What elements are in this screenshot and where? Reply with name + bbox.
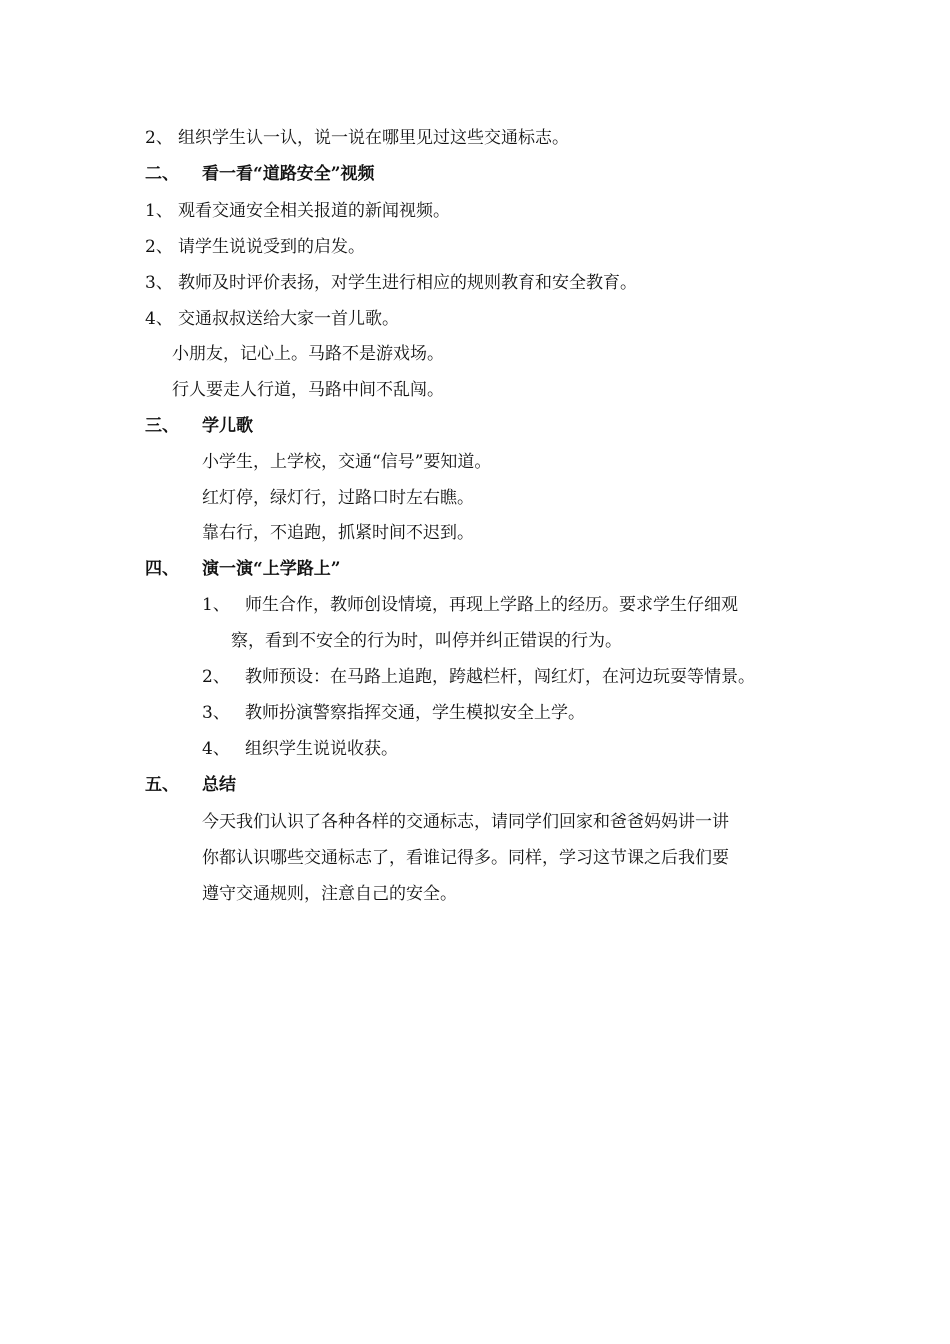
item-text-continued: 察，看到不安全的行为时，叫停并纠正错误的行为。 — [231, 631, 622, 651]
item-text: 教师扮演警察指挥交通，学生模拟安全上学。 — [245, 703, 585, 723]
item-text: 请学生说说受到的启发。 — [178, 237, 365, 257]
summary-paragraph-line: 今天我们认识了各种各样的交通标志，请同学们回家和爸爸妈妈讲一讲 — [202, 812, 729, 832]
rhyme-line: 靠右行，不追跑，抓紧时间不迟到。 — [202, 523, 474, 543]
summary-paragraph-line: 遵守交通规则，注意自己的安全。 — [202, 884, 457, 904]
rhyme-line: 红灯停，绿灯行，过路口时左右瞧。 — [202, 488, 474, 508]
section-title: 总结 — [202, 775, 236, 795]
item-text: 教师及时评价表扬，对学生进行相应的规则教育和安全教育。 — [178, 273, 637, 293]
item-number: 2、 — [145, 128, 173, 148]
item-number: 3、 — [145, 273, 173, 293]
rhyme-line: 小朋友，记心上。马路不是游戏场。 — [172, 344, 444, 364]
item-number: 1、 — [202, 595, 230, 615]
item-text: 交通叔叔送给大家一首儿歌。 — [178, 309, 399, 329]
section-title: 学儿歌 — [202, 416, 253, 436]
item-text: 观看交通安全相关报道的新闻视频。 — [178, 201, 450, 221]
section-title: 演一演“上学路上” — [202, 559, 341, 579]
summary-paragraph-line: 你都认识哪些交通标志了，看谁记得多。同样，学习这节课之后我们要 — [202, 848, 729, 868]
item-text: 师生合作，教师创设情境，再现上学路上的经历。要求学生仔细观 — [245, 595, 738, 615]
item-number: 3、 — [202, 703, 230, 723]
item-number: 2、 — [145, 237, 173, 257]
item-text: 组织学生说说收获。 — [245, 739, 398, 759]
section-number: 三、 — [145, 416, 179, 436]
item-number: 4、 — [202, 739, 230, 759]
rhyme-line: 行人要走人行道，马路中间不乱闯。 — [172, 380, 444, 400]
section-title: 看一看“道路安全”视频 — [202, 164, 375, 184]
item-number: 4、 — [145, 309, 173, 329]
item-text: 组织学生认一认，说一说在哪里见过这些交通标志。 — [178, 128, 569, 148]
rhyme-line: 小学生，上学校，交通“信号”要知道。 — [202, 452, 492, 472]
section-number: 四、 — [145, 559, 179, 579]
section-number: 二、 — [145, 164, 179, 184]
section-number: 五、 — [145, 775, 179, 795]
item-text: 教师预设：在马路上追跑，跨越栏杆，闯红灯，在河边玩耍等情景。 — [245, 667, 755, 687]
item-number: 2、 — [202, 667, 230, 687]
item-number: 1、 — [145, 201, 173, 221]
